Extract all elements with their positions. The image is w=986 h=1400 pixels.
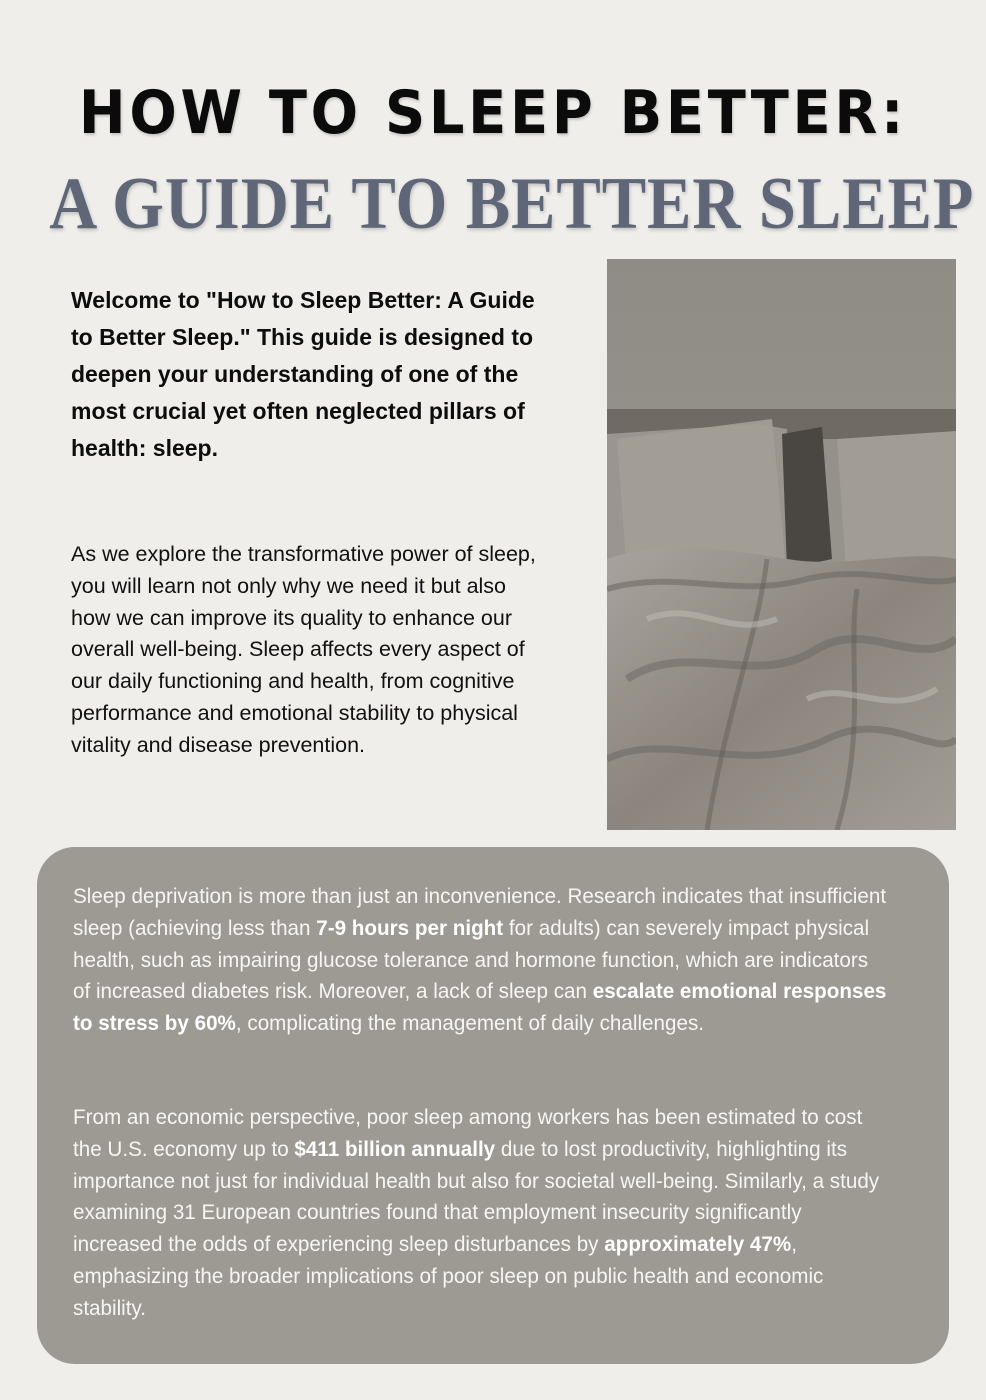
highlight-odds: approximately 47% [604, 1232, 792, 1257]
panel-paragraph-2 [73, 1102, 889, 1325]
info-panel [37, 847, 949, 1364]
bed-photo [607, 259, 956, 830]
highlight-stress: escalate emotional responses to stress by 60% [73, 979, 887, 1036]
page-title: HOW TO SLEEP BETTER: [78, 78, 908, 148]
highlight-cost: $411 billion annually [294, 1136, 496, 1161]
text-span: for adults) can severely impact physical health, such as impairing glucose tolerance and hormone function, which are indicators of increased diabetes risk. Moreover, a lack of sleep can [73, 915, 870, 1004]
text-span: due to lost productivity, highlighting its importance not just for individual health but also for societal well-being. Similarly, a study examining 31 European countries found that employment insecurity significantly increased the odds of experiencing sleep disturbances by [73, 1136, 880, 1257]
intro-paragraph: Welcome to "How to Sleep Better: A Guide to Better Sleep." This guide is designed to deepen your understanding of one of the most crucial yet often neglected pillars of health: sleep. [71, 287, 535, 461]
highlight-hours: 7-9 hours per night [316, 915, 504, 940]
text-span: From an economic perspective, poor sleep among workers has been estimated to cost the U.S. economy up to [73, 1105, 863, 1161]
body-paragraph: As we explore the transformative power of sleep, you will learn not only why we need it but also how we can improve its quality to enhance our overall well-being. Sleep affects every aspect of our daily functioning and health, from cognitive performance and emotional stability to physical vitality and disease prevention. [71, 542, 536, 757]
text-span: Sleep deprivation is more than just an inconvenience. Research indicates that insufficient sleep (achieving less than [73, 884, 887, 940]
text-span: , emphasizing the broader implications of poor sleep on public health and economic stability. [73, 1232, 824, 1320]
text-span: , complicating the management of daily challenges. [235, 1011, 705, 1036]
page-subtitle: A GUIDE TO BETTER SLEEP [49, 163, 975, 245]
bed-photo-illustration [607, 259, 956, 830]
panel-paragraph-1 [73, 881, 889, 1040]
